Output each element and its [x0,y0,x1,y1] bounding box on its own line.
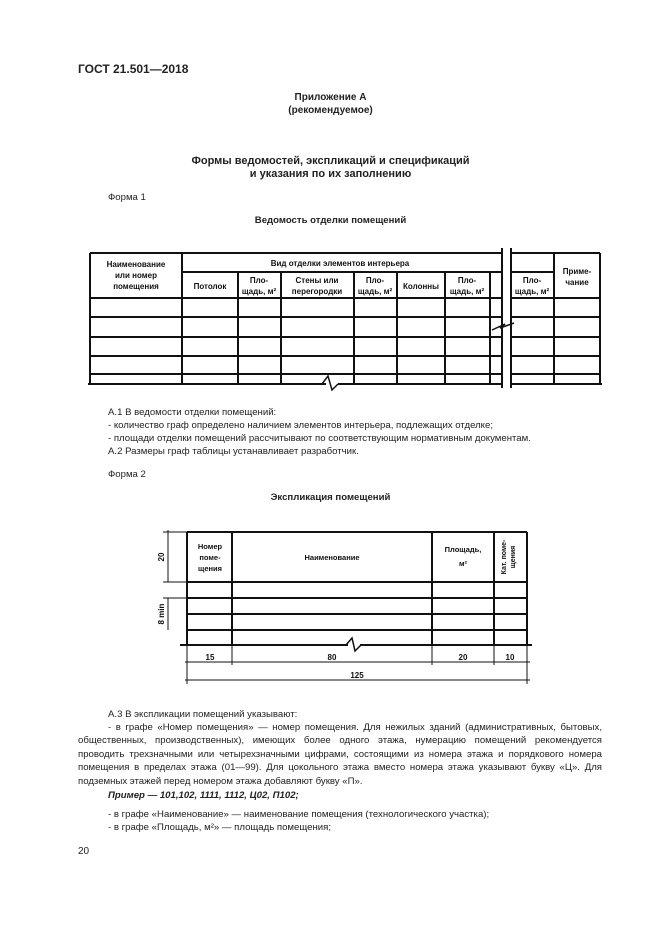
col-area-3a: Пло- [457,276,477,285]
form1-label: Форма 1 [108,192,146,203]
col-name-2: или номер [114,271,158,280]
note-a1-item2: - площади отделки помещений рассчитывают по соответствующим нормативным документам. [108,433,531,444]
form2-table [0,500,661,700]
form1-title: Ведомость отделки помещений [254,215,407,226]
document-header: ГОСТ 21.501—2018 [78,62,189,76]
col-area-4a: Пло- [522,276,542,285]
a3-paragraph-3: - в графе «Площадь, м²» — площадь помещения; [108,822,331,833]
appendix-title: Приложение А [294,92,367,103]
a3-paragraph-2: - в графе «Наименование» — наименование помещения (технологического участка); [108,809,490,820]
dim-w2: 80 [327,653,337,662]
col-note-b: чание [565,278,589,287]
col-number-a: Номер [197,542,223,551]
form2-title: Экспликация помещений [270,492,391,503]
form2-label: Форма 2 [108,469,146,480]
heading-line-1: Формы ведомостей, экспликаций и спецификаций [191,155,470,167]
col-number-b: поме- [199,553,221,562]
dim-w4: 10 [505,653,515,662]
appendix-note: (рекомендуемое) [288,105,373,116]
note-a1: А.1 В ведомости отделки помещений: [108,407,277,418]
col-category-b: щения [510,545,517,569]
col-area-1b: щадь, м² [241,287,277,296]
col-ceiling: Потолок [193,282,227,291]
dim-w1: 15 [205,653,215,662]
a3-example: Пример — 101,102, 1111, 1112, Ц02, П102; [108,790,299,801]
dim-row-min: 8 min [157,603,166,625]
col-area-a: Площадь, [444,545,482,554]
col-number-c: щения [197,564,223,573]
col-area-1a: Пло- [249,276,269,285]
col-note-a: Приме- [562,267,592,276]
dim-total: 125 [350,671,364,680]
col-walls-a: Стены или [295,276,339,285]
col-area-3b: щадь, м² [449,287,485,296]
form1-table [0,0,661,400]
col-name: Наименование [304,553,360,562]
note-a1-item1: - количество граф определено наличием элементов интерьера, подлежащих отделке; [108,420,493,431]
dim-header-height: 20 [157,552,166,562]
col-category-a: Кат. поме- [501,539,508,575]
dim-w3: 20 [458,653,468,662]
col-area-b: м² [458,559,468,568]
col-name-3: помещения [113,282,159,291]
col-area-2b: щадь, м² [357,287,393,296]
col-walls-b: перегородки [291,287,343,296]
page-number: 20 [78,846,90,857]
heading-line-2: и указания по их заполнению [249,168,412,180]
a3-intro: А.3 В экспликации помещений указывают: [108,709,298,720]
col-columns: Колонны [403,282,439,291]
note-a2: А.2 Размеры граф таблицы устанавливает разработчик. [108,446,359,457]
col-group: Вид отделки элементов интерьера [270,259,410,268]
a3-paragraph-1: - в графе «Номер помещения» — номер помещения. Для нежилых зданий (административных, бытовых, общественных, производственных), имеющих более одного этажа, нумерацию помещений рекомендуется проводить трехзначными или четырехзначными цифрами, состоящими из номера этажа и порядкового номера помещения в пределах этажа (01—99). Для цокольного этажа вместо номера этажа указывают букву «Ц». Для подземных этажей перед номером этажа добавляют букву «П». [78,722,602,787]
col-name-1: Наименование [106,260,166,269]
col-area-4b: щадь, м² [514,287,550,296]
col-area-2a: Пло- [365,276,385,285]
